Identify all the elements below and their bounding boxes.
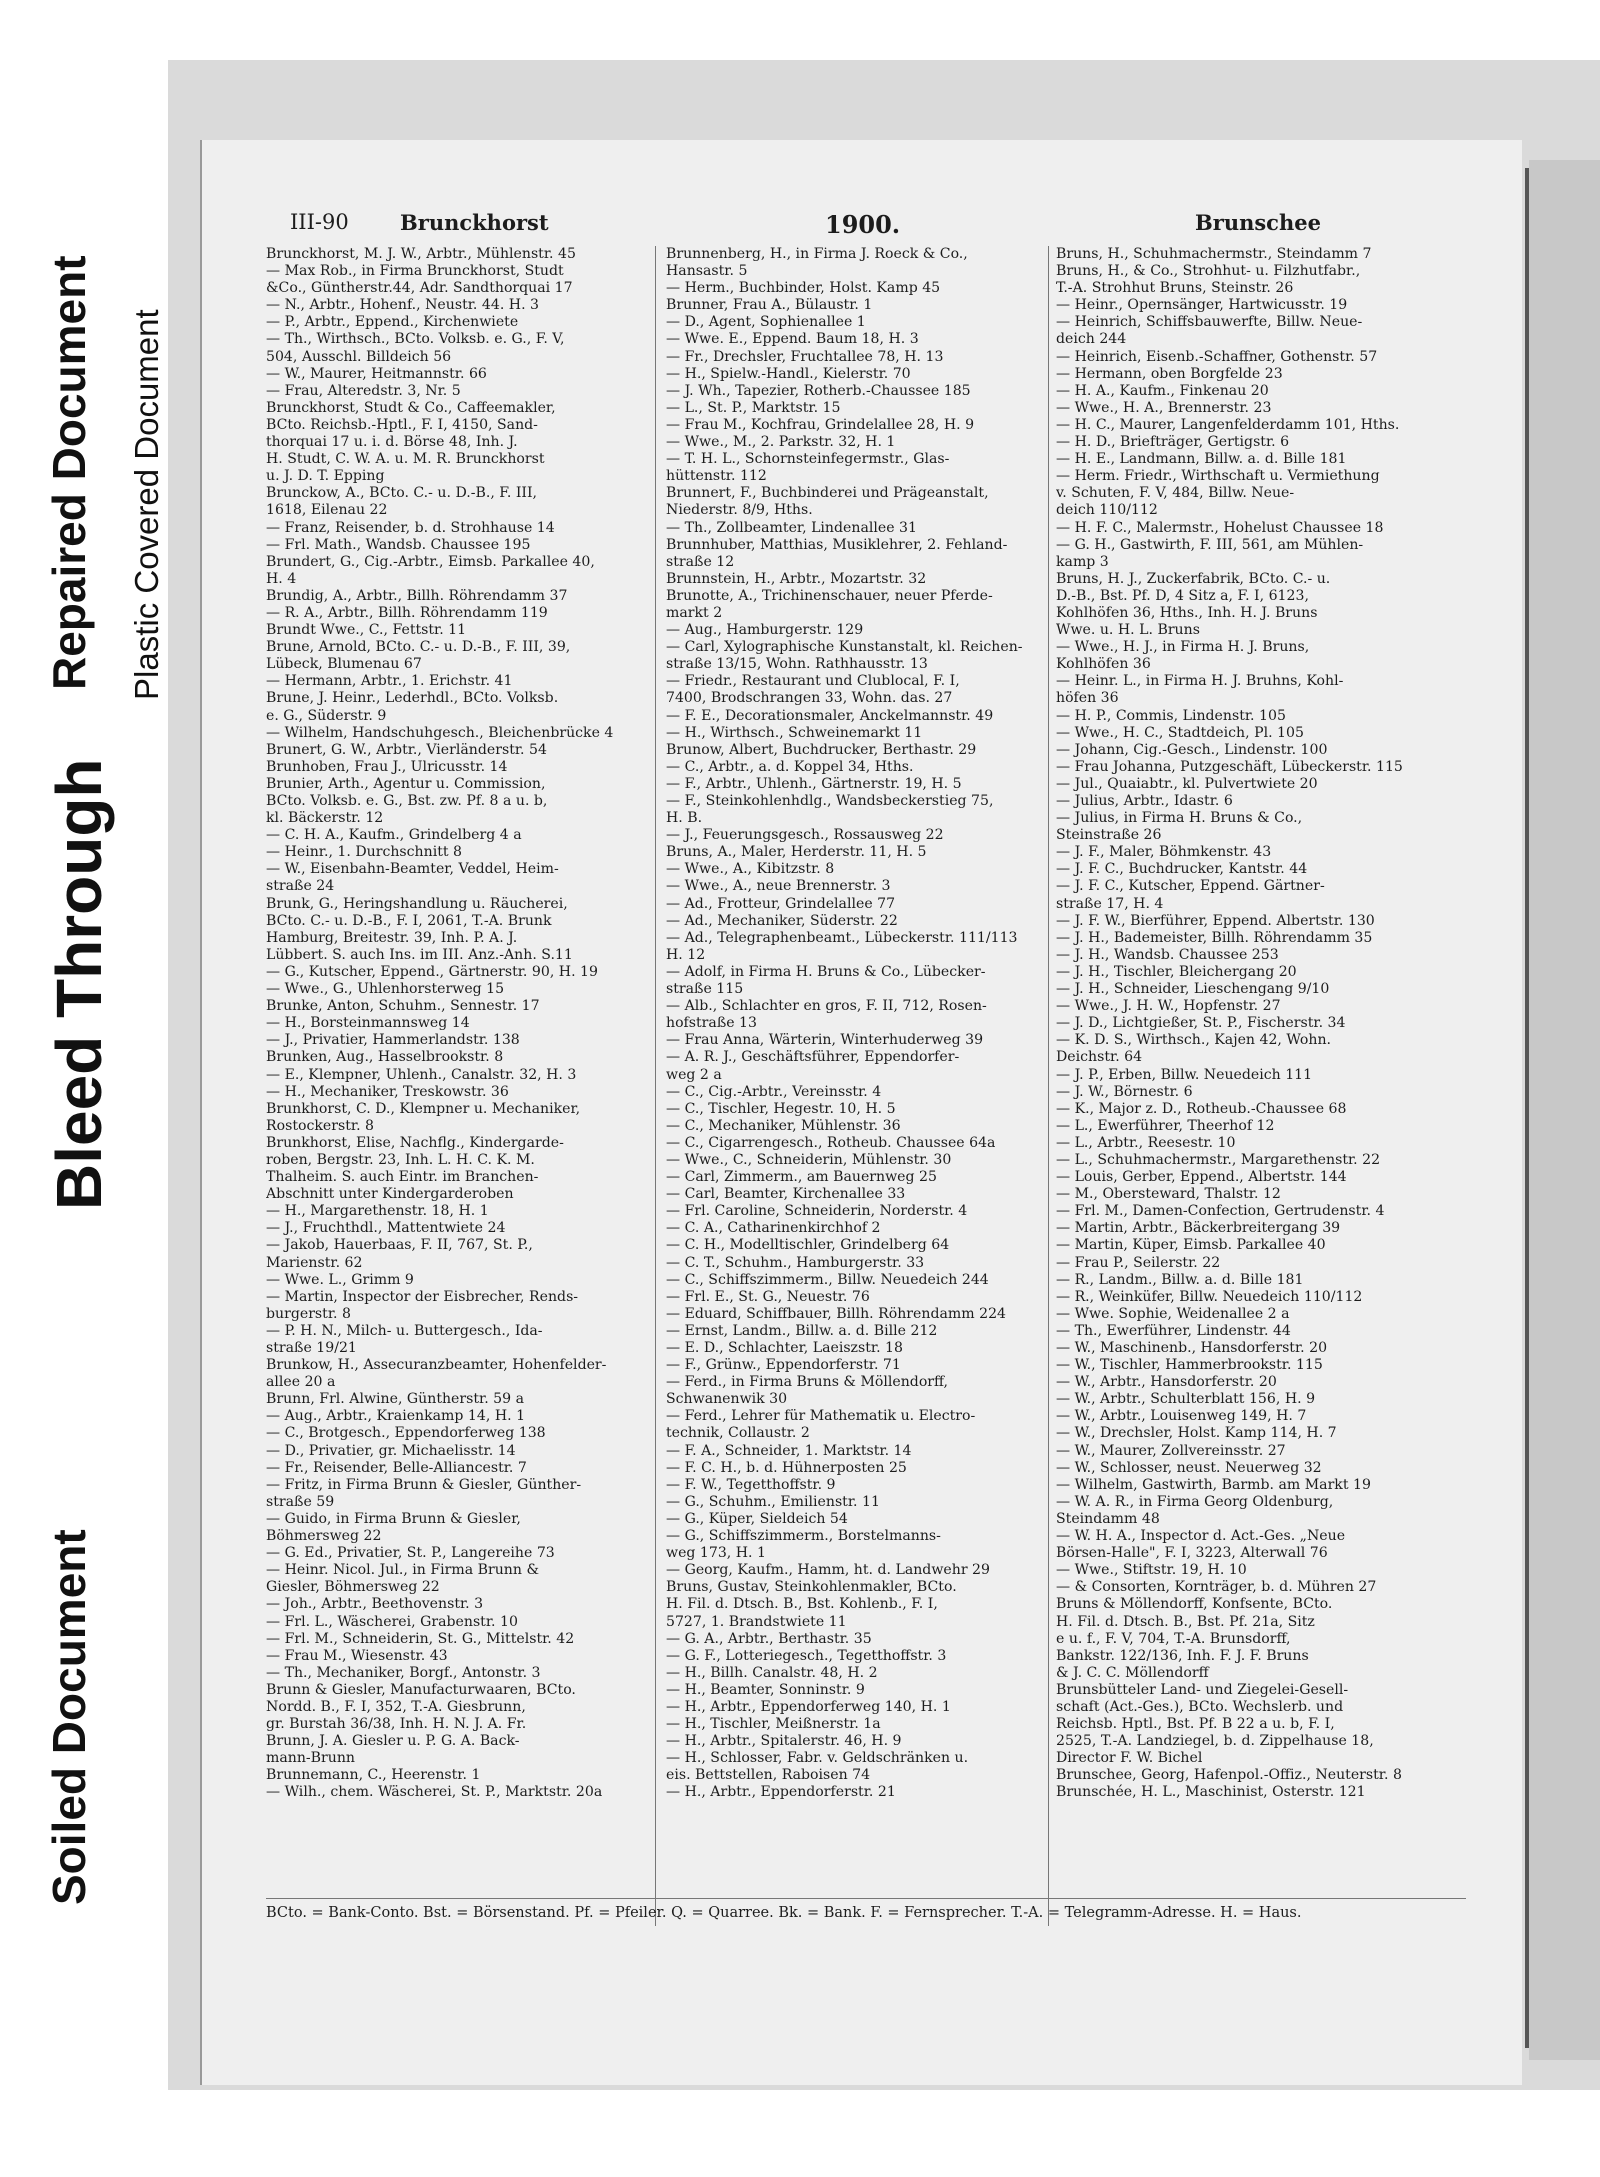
directory-entry-line: u. J. D. T. Epping	[266, 468, 385, 485]
directory-entry-line: — & Consorten, Kornträger, b. d. Mühren 27	[1056, 1579, 1377, 1596]
directory-entry-line: Brunnemann, C., Heerenstr. 1	[266, 1767, 481, 1784]
directory-entry-line: Brunke, Anton, Schuhm., Sennestr. 17	[266, 998, 540, 1015]
directory-entry-line: — W., Maurer, Zollvereinsstr. 27	[1056, 1442, 1286, 1459]
directory-entry-line: — J. P., Erben, Billw. Neuedeich 111	[1056, 1066, 1313, 1083]
directory-entry-line: — Heinr. L., in Firma H. J. Bruhns, Kohl-	[1056, 673, 1344, 690]
directory-entry-line: — Martin, Küper, Eimsb. Parkallee 40	[1056, 1237, 1326, 1254]
directory-entry-line: kamp 3	[1056, 553, 1109, 570]
directory-entry-line: — Carl, Zimmerm., am Bauernweg 25	[666, 1169, 937, 1186]
header-year: 1900.	[825, 210, 901, 239]
directory-entry-line: — Frau Anna, Wärterin, Winterhuderweg 39	[666, 1032, 984, 1049]
directory-entry-line: Brunsbütteler Land- und Ziegelei-Gesell-	[1056, 1681, 1349, 1698]
directory-entry-line: — J. F. C., Kutscher, Eppend. Gärtner-	[1056, 878, 1325, 895]
directory-entry-line: — C., Cigarrengesch., Rotheub. Chaussee 64a	[666, 1134, 996, 1151]
directory-entry-line: Brundig, A., Arbtr., Billh. Röhrendamm 37	[266, 587, 568, 604]
directory-entry-line: straße 115	[666, 981, 744, 998]
directory-entry-line: — J. F., Maler, Böhmkenstr. 43	[1056, 844, 1272, 861]
column-2	[666, 246, 1044, 1802]
directory-entry-line: Wwe. u. H. L. Bruns	[1056, 622, 1200, 639]
directory-entry-line: straße 13/15, Wohn. Rathhausstr. 13	[666, 656, 928, 673]
directory-entry-line: — D., Agent, Sophienallee 1	[666, 314, 866, 331]
directory-entry-line: Kohlhöfen 36	[1056, 656, 1151, 673]
directory-entry-line: — G., Schiffszimmerm., Borstelmanns-	[666, 1528, 941, 1545]
directory-entry-line: — H., Arbtr., Eppendorferstr. 21	[666, 1784, 896, 1801]
directory-entry-line: — J. Wh., Tapezier, Rotherb.-Chaussee 185	[666, 382, 971, 399]
directory-entry-line: — H., Borsteinmannsweg 14	[266, 1015, 470, 1032]
directory-entry-line: — C., Brotgesch., Eppendorferweg 138	[266, 1425, 546, 1442]
directory-entry-line: — Carl, Beamter, Kirchenallee 33	[666, 1186, 906, 1203]
directory-entry-line: — G. Ed., Privatier, St. P., Langereihe 73	[266, 1545, 555, 1562]
directory-entry-line: — W., Arbtr., Hansdorferstr. 20	[1056, 1374, 1277, 1391]
directory-entry-line: 1618, Eilenau 22	[266, 502, 388, 519]
directory-entry-line: Bankstr. 122/136, Inh. F. J. F. Bruns	[1056, 1647, 1309, 1664]
directory-entry-line: — Frau P., Seilerstr. 22	[1056, 1254, 1221, 1271]
directory-entry-line: Giesler, Böhmersweg 22	[266, 1579, 440, 1596]
directory-entry-line: — J. H., Wandsb. Chaussee 253	[1056, 946, 1279, 963]
directory-entry-line: BCto. C.- u. D.-B., F. I, 2061, T.-A. Brunk	[266, 912, 552, 929]
directory-entry-line: H. Fil. d. Dtsch. B., Bst. Kohlenb., F. I,	[666, 1596, 938, 1613]
directory-entry-line: — H., Spielw.-Handl., Kielerstr. 70	[666, 365, 911, 382]
directory-entry-line: & J. C. C. Möllendorff	[1056, 1664, 1209, 1681]
directory-entry-line: Schwanenwik 30	[666, 1391, 788, 1408]
directory-entry-line: — Fritz, in Firma Brunn & Giesler, Günther-	[266, 1476, 582, 1493]
directory-entry-line: Brunk, G., Heringshandlung u. Räucherei,	[266, 895, 568, 912]
directory-entry-line: Börsen-Halle", F. I, 3223, Alterwall 76	[1056, 1545, 1328, 1562]
directory-entry-line: — Wwe., M., 2. Parkstr. 32, H. 1	[666, 434, 896, 451]
directory-entry-line: Lübbert. S. auch Ins. im III. Anz.-Anh. S.11	[266, 946, 573, 963]
directory-entry-line: — Ad., Frotteur, Grindelallee 77	[666, 895, 896, 912]
directory-entry-line: — H. P., Commis, Lindenstr. 105	[1056, 707, 1286, 724]
directory-entry-line: — J. D., Lichtgießer, St. P., Fischerstr. 34	[1056, 1015, 1346, 1032]
directory-entry-line: — Wilhelm, Handschuhgesch., Bleichenbrücke 4	[266, 724, 614, 741]
directory-entry-line: — R. A., Arbtr., Billh. Röhrendamm 119	[266, 604, 548, 621]
directory-entry-line: — H. F. C., Malermstr., Hohelust Chaussee 18	[1056, 519, 1384, 536]
page-edge-strip	[1529, 160, 1600, 2060]
column-divider	[655, 246, 656, 1926]
directory-entry-line: — Frau Johanna, Putzgeschäft, Lübeckerstr. 115	[1056, 758, 1403, 775]
directory-entry-line: T.-A. Strohhut Bruns, Steinstr. 26	[1056, 280, 1294, 297]
directory-entry-line: — Wwe., G., Uhlenhorsterweg 15	[266, 981, 505, 998]
directory-entry-line: — A. R. J., Geschäftsführer, Eppendorfer-	[666, 1049, 960, 1066]
column-divider	[1048, 246, 1049, 1926]
directory-entry-line: — Heinrich, Eisenb.-Schaffner, Gothenstr. 57	[1056, 348, 1378, 365]
directory-entry-line: Böhmersweg 22	[266, 1528, 382, 1545]
directory-entry-line: — R., Weinküfer, Billw. Neuedeich 110/112	[1056, 1288, 1363, 1305]
directory-entry-line: — C. A., Catharinenkirchhof 2	[666, 1220, 881, 1237]
directory-entry-line: — Julius, Arbtr., Idastr. 6	[1056, 793, 1233, 809]
directory-entry-line: hüttenstr. 112	[666, 468, 767, 485]
directory-entry-line: — H., Beamter, Sonninstr. 9	[666, 1681, 865, 1698]
directory-entry-line: Bruns, H. J., Zuckerfabrik, BCto. C.- u.	[1056, 570, 1331, 587]
directory-entry-line: BCto. Volksb. e. G., Bst. zw. Pf. 8 a u. b,	[266, 793, 548, 809]
directory-entry-line: Nordd. B., F. I, 352, T.-A. Giesbrunn,	[266, 1698, 526, 1715]
directory-entry-line: H. 4	[266, 570, 297, 587]
directory-entry-line: technik, Collaustr. 2	[666, 1425, 810, 1442]
directory-entry-line: — P., Arbtr., Eppend., Kirchenwiete	[266, 314, 519, 331]
directory-entry-line: — W., Arbtr., Schulterblatt 156, H. 9	[1056, 1391, 1316, 1408]
directory-entry-line: — G. F., Lotteriegesch., Tegetthoffstr. 3	[666, 1647, 947, 1664]
directory-entry-line: Brunow, Albert, Buchdrucker, Berthastr. 29	[666, 741, 977, 758]
directory-entry-line: &Co., Güntherstr.44, Adr. Sandthorquai 17	[266, 280, 573, 297]
directory-entry-line: — W., Maschinenb., Hansdorferstr. 20	[1056, 1340, 1328, 1356]
directory-entry-line: — J. H., Schneider, Lieschengang 9/10	[1056, 981, 1330, 998]
header-right-word: Brunschee	[1195, 210, 1321, 235]
directory-entry-line: Kohlhöfen 36, Hths., Inh. H. J. Bruns	[1056, 604, 1318, 621]
directory-entry-line: — K., Major z. D., Rotheub.-Chaussee 68	[1056, 1100, 1347, 1117]
directory-entry-line: — Herm., Buchbinder, Holst. Kamp 45	[666, 280, 941, 297]
directory-entry-line: — H., Wirthsch., Schweinemarkt 11	[666, 724, 923, 741]
directory-entry-line: Brunckhorst, Studt & Co., Caffeemakler,	[266, 399, 556, 416]
directory-entry-line: — Aug., Hamburgerstr. 129	[666, 622, 864, 639]
directory-entry-line: — Julius, in Firma H. Bruns & Co.,	[1056, 810, 1303, 827]
directory-entry-line: — L., Schuhmachermstr., Margarethenstr. 22	[1056, 1151, 1381, 1168]
directory-entry-line: — Guido, in Firma Brunn & Giesler,	[266, 1510, 521, 1527]
directory-entry-line: — Eduard, Schiffbauer, Billh. Röhrendamm 224	[666, 1305, 1006, 1322]
directory-entry-line: — Heinrich, Schiffsbauwerfte, Billw. Neue-	[1056, 314, 1363, 331]
directory-entry-line: — Frau M., Kochfrau, Grindelallee 28, H. 9	[666, 416, 975, 433]
directory-entry-line: — Frl. M., Schneiderin, St. G., Mittelstr. 42	[266, 1630, 575, 1647]
directory-entry-line: höfen 36	[1056, 690, 1119, 707]
directory-entry-line: — Wwe. E., Eppend. Baum 18, H. 3	[666, 331, 919, 348]
directory-entry-line: e. G., Süderstr. 9	[266, 707, 387, 724]
directory-entry-line: — J. H., Bademeister, Billh. Röhrendamm 35	[1056, 929, 1373, 946]
column-3	[1056, 246, 1464, 1802]
directory-entry-line: Brunner, Frau A., Bülaustr. 1	[666, 297, 873, 314]
directory-entry-line: — C., Mechaniker, Mühlenstr. 36	[666, 1117, 901, 1134]
directory-entry-line: — Joh., Arbtr., Beethovenstr. 3	[266, 1596, 484, 1613]
directory-entry-line: — Wilh., chem. Wäscherei, St. P., Marktstr. 20a	[266, 1784, 603, 1801]
directory-entry-line: — C., Cig.-Arbtr., Vereinsstr. 4	[666, 1083, 882, 1100]
directory-entry-line: — H. C., Maurer, Langenfelderdamm 101, Hths.	[1056, 416, 1400, 433]
directory-entry-line: Bruns, H., Schuhmachermstr., Steindamm 7	[1056, 246, 1372, 262]
directory-entry-line: — H., Billh. Canalstr. 48, H. 2	[666, 1664, 878, 1681]
directory-entry-line: Brundt Wwe., C., Fettstr. 11	[266, 622, 467, 639]
directory-entry-line: 7400, Brodschrangen 33, Wohn. das. 27	[666, 690, 953, 707]
directory-entry-line: — K. D. S., Wirthsch., Kajen 42, Wohn.	[1056, 1032, 1332, 1049]
directory-entry-line: eis. Bettstellen, Raboisen 74	[666, 1767, 871, 1784]
abbreviations-footer: BCto. = Bank-Conto. Bst. = Börsenstand. Pf. = Pfeiler. Q. = Quarree. Bk. = Bank. F. = Fernsprecher. T.-A. = Telegramm-Adresse. H. = Haus.	[266, 1905, 1302, 1921]
directory-entry-line: Brunnhuber, Matthias, Musiklehrer, 2. Fehland-	[666, 536, 1008, 553]
directory-entry-line: — H., Margarethenstr. 18, H. 1	[266, 1203, 489, 1220]
directory-entry-line: — G., Küper, Sieldeich 54	[666, 1510, 848, 1527]
directory-entry-line: — Jakob, Hauerbaas, F. II, 767, St. P.,	[266, 1237, 533, 1254]
directory-entry-line: — W. H. A., Inspector d. Act.-Ges. „Neue	[1056, 1528, 1346, 1545]
directory-entry-line: — C., Arbtr., a. d. Koppel 34, Hths.	[666, 758, 914, 775]
directory-entry-line: — Frau M., Wiesenstr. 43	[266, 1647, 448, 1664]
directory-entry-line: Bruns, A., Maler, Herderstr. 11, H. 5	[666, 844, 927, 861]
directory-entry-line: — W., Drechsler, Holst. Kamp 114, H. 7	[1056, 1425, 1337, 1442]
directory-entry-line: — Fr., Reisender, Belle-Alliancestr. 7	[266, 1459, 527, 1476]
directory-entry-line: deich 244	[1056, 331, 1127, 348]
directory-entry-line: straße 12	[666, 553, 735, 570]
directory-entry-line: — Ad., Mechaniker, Süderstr. 22	[666, 912, 898, 929]
directory-entry-line: Hamburg, Breitestr. 39, Inh. P. A. J.	[266, 929, 518, 946]
directory-entry-line: — Wwe., H. A., Brennerstr. 23	[1056, 399, 1272, 416]
directory-entry-line: — Friedr., Restaurant und Clublocal, F. I,	[666, 673, 960, 690]
directory-entry-line: Bruns, H., & Co., Strohhut- u. Filzhutfabr.,	[1056, 263, 1361, 280]
directory-entry-line: — F. C. H., b. d. Hühnerposten 25	[666, 1459, 907, 1476]
directory-entry-line: Brunnstein, H., Arbtr., Mozartstr. 32	[666, 570, 927, 587]
directory-entry-line: — W., Arbtr., Louisenweg 149, H. 7	[1056, 1408, 1307, 1425]
directory-entry-line: — J. F. C., Buchdrucker, Kantstr. 44	[1056, 861, 1308, 878]
directory-entry-line: — Max Rob., in Firma Brunckhorst, Studt	[266, 263, 564, 280]
directory-entry-line: Director F. W. Bichel	[1056, 1750, 1203, 1767]
directory-entry-line: — W., Maurer, Heitmannstr. 66	[266, 365, 487, 382]
directory-entry-line: — D., Privatier, gr. Michaelisstr. 14	[266, 1442, 516, 1459]
directory-entry-line: Rostockerstr. 8	[266, 1117, 375, 1134]
directory-entry-line: roben, Bergstr. 23, Inh. L. H. C. K. M.	[266, 1151, 535, 1168]
directory-entry-line: Niederstr. 8/9, Hths.	[666, 502, 813, 519]
directory-entry-line: — F., Grünw., Eppendorferstr. 71	[666, 1357, 901, 1374]
directory-entry-line: — Frl. Math., Wandsb. Chaussee 195	[266, 536, 531, 553]
directory-entry-line: — Ernst, Landm., Billw. a. d. Bille 212	[666, 1322, 938, 1339]
directory-entry-line: — C. H. A., Kaufm., Grindelberg 4 a	[266, 827, 522, 844]
directory-entry-line: Brunnenberg, H., in Firma J. Roeck & Co.,	[666, 246, 968, 262]
directory-entry-line: — P. H. N., Milch- u. Buttergesch., Ida-	[266, 1322, 543, 1339]
directory-entry-line: Thalheim. S. auch Eintr. im Branchen-	[266, 1169, 539, 1186]
directory-entry-line: — Wwe., Stiftstr. 19, H. 10	[1056, 1562, 1247, 1579]
directory-entry-line: — H., Mechaniker, Treskowstr. 36	[266, 1083, 509, 1100]
directory-entry-line: — H., Arbtr., Eppendorferweg 140, H. 1	[666, 1698, 951, 1715]
directory-entry-line: markt 2	[666, 604, 723, 621]
directory-entry-line: — Carl, Xylographische Kunstanstalt, kl. Reichen-	[666, 639, 1023, 656]
directory-entry-line: Brunier, Arth., Agentur u. Commission,	[266, 775, 546, 792]
directory-entry-line: H. 12	[666, 946, 706, 963]
directory-entry-line: — J., Feuerungsgesch., Rossausweg 22	[666, 827, 944, 844]
directory-entry-line: Marienstr. 62	[266, 1254, 363, 1271]
directory-entry-line: — J. H., Tischler, Bleichergang 20	[1056, 963, 1297, 980]
directory-entry-line: kl. Bäckerstr. 12	[266, 810, 384, 827]
directory-entry-line: — J., Privatier, Hammerlandstr. 138	[266, 1032, 520, 1049]
directory-entry-line: — Wwe. Sophie, Weidenallee 2 a	[1056, 1305, 1290, 1322]
directory-entry-line: Brunschee, Georg, Hafenpol.-Offiz., Neuterstr. 8	[1056, 1767, 1402, 1784]
directory-entry-line: Brunkhorst, Elise, Nachflg., Kindergarde-	[266, 1134, 564, 1151]
directory-entry-line: allee 20 a	[266, 1374, 336, 1391]
directory-entry-line: Brunckhorst, M. J. W., Arbtr., Mühlenstr. 45	[266, 246, 576, 262]
directory-entry-line: — Frl. L., Wäscherei, Grabenstr. 10	[266, 1613, 518, 1630]
directory-entry-line: — C., Schiffszimmerm., Billw. Neuedeich 244	[666, 1271, 989, 1288]
directory-entry-line: — Franz, Reisender, b. d. Strohhause 14	[266, 519, 555, 536]
directory-entry-line: — L., St. P., Marktstr. 15	[666, 399, 841, 416]
directory-entry-line: H. Studt, C. W. A. u. M. R. Brunckhorst	[266, 451, 545, 468]
directory-entry-line: v. Schuten, F. V, 484, Billw. Neue-	[1056, 485, 1295, 502]
directory-entry-line: — H., Tischler, Meißnerstr. 1a	[666, 1716, 881, 1733]
directory-entry-line: — T. H. L., Schornsteinfegermstr., Glas-	[666, 451, 950, 468]
soiled-document-label: Soiled Document	[43, 1529, 95, 1905]
directory-entry-line: Bruns & Möllendorff, Konfsente, BCto.	[1056, 1596, 1333, 1613]
directory-entry-line: — Martin, Arbtr., Bäckerbreitergang 39	[1056, 1220, 1341, 1237]
directory-entry-line: — F., Steinkohlenhdlg., Wandsbeckerstieg 75,	[666, 793, 994, 809]
directory-entry-line: Deichstr. 64	[1056, 1049, 1143, 1066]
directory-entry-line: — Heinr., Opernsänger, Hartwicusstr. 19	[1056, 297, 1348, 314]
directory-entry-line: Brunn, Frl. Alwine, Güntherstr. 59 a	[266, 1391, 524, 1408]
header-left-word: Brunckhorst	[400, 210, 549, 235]
directory-entry-line: — Alb., Schlachter en gros, F. II, 712, Rosen-	[666, 998, 987, 1015]
directory-entry-line: — Th., Zollbeamter, Lindenallee 31	[666, 519, 917, 536]
directory-entry-line: Brunkhorst, C. D., Klempner u. Mechaniker,	[266, 1100, 581, 1117]
directory-entry-line: — Th., Ewerführer, Lindenstr. 44	[1056, 1322, 1291, 1339]
directory-entry-line: — Herm. Friedr., Wirthschaft u. Vermiethung	[1056, 468, 1380, 485]
directory-entry-line: — L., Arbtr., Reesestr. 10	[1056, 1134, 1236, 1151]
directory-entry-line: — H., Arbtr., Spitalerstr. 46, H. 9	[666, 1733, 902, 1750]
directory-entry-line: — Ferd., in Firma Bruns & Möllendorff,	[666, 1374, 949, 1391]
directory-entry-line: — H. A., Kaufm., Finkenau 20	[1056, 382, 1269, 399]
directory-entry-line: — Wwe., A., Kibitzstr. 8	[666, 861, 835, 878]
footer-rule	[266, 1898, 1466, 1899]
directory-entry-line: Brunken, Aug., Hasselbrookstr. 8	[266, 1049, 504, 1066]
directory-entry-line: Brunn & Giesler, Manufacturwaaren, BCto.	[266, 1681, 576, 1698]
directory-entry-line: — G., Schuhm., Emilienstr. 11	[666, 1493, 880, 1510]
directory-entry-line: — Heinr. Nicol. Jul., in Firma Brunn &	[266, 1562, 539, 1579]
directory-entry-line: — E., Klempner, Uhlenh., Canalstr. 32, H. 3	[266, 1066, 577, 1083]
directory-entry-line: — W., Tischler, Hammerbrookstr. 115	[1056, 1357, 1323, 1374]
directory-entry-line: Brune, J. Heinr., Lederhdl., BCto. Volksb.	[266, 690, 559, 707]
directory-entry-line: weg 2 a	[666, 1066, 722, 1083]
directory-entry-line: — J., Fruchthdl., Mattentwiete 24	[266, 1220, 506, 1237]
directory-entry-line: Brunschée, H. L., Maschinist, Osterstr. 121	[1056, 1784, 1366, 1801]
directory-entry-line: — G. H., Gastwirth, F. III, 561, am Mühlen-	[1056, 536, 1364, 553]
directory-entry-line: straße 19/21	[266, 1340, 357, 1356]
directory-entry-line: H. Fil. d. Dtsch. B., Bst. Pf. 21a, Sitz	[1056, 1613, 1315, 1630]
directory-entry-line: Lübeck, Blumenau 67	[266, 656, 422, 673]
directory-entry-line: — Hermann, Arbtr., 1. Erichstr. 41	[266, 673, 513, 690]
directory-entry-line: — C., Tischler, Hegestr. 10, H. 5	[666, 1100, 896, 1117]
directory-entry-line: — W., Schlosser, neust. Neuerweg 32	[1056, 1459, 1322, 1476]
directory-entry-line: D.-B., Bst. Pf. D, 4 Sitz a, F. I, 6123,	[1056, 587, 1309, 604]
directory-entry-line: Steinstraße 26	[1056, 827, 1162, 844]
directory-entry-line: — W., Eisenbahn-Beamter, Veddel, Heim-	[266, 861, 559, 878]
column-1	[266, 246, 644, 1802]
directory-entry-line: 504, Ausschl. Billdeich 56	[266, 348, 452, 365]
directory-entry-line: — Aug., Arbtr., Kraienkamp 14, H. 1	[266, 1408, 526, 1425]
directory-entry-line: Abschnitt unter Kindergarderoben	[266, 1186, 514, 1203]
directory-entry-line: — G. A., Arbtr., Berthastr. 35	[666, 1630, 872, 1647]
page-edge-line	[1525, 168, 1529, 2048]
directory-entry-line: straße 24	[266, 878, 335, 895]
directory-entry-line: — Frl. Caroline, Schneiderin, Norderstr. 4	[666, 1203, 968, 1220]
directory-entry-line: — Frau, Alteredstr. 3, Nr. 5	[266, 382, 461, 399]
directory-entry-line: — Wilhelm, Gastwirth, Barmb. am Markt 19	[1056, 1476, 1371, 1493]
directory-entry-line: — M., Obersteward, Thalstr. 12	[1056, 1186, 1281, 1203]
page-number: III-90	[290, 210, 349, 234]
directory-entry-line: — C. T., Schuhm., Hamburgerstr. 33	[666, 1254, 925, 1271]
directory-entry-line: Brunnert, F., Buchbinderei und Prägeanstalt,	[666, 485, 989, 502]
directory-entry-line: BCto. Reichsb.-Hptl., F. I, 4150, Sand-	[266, 416, 538, 433]
directory-entry-line: H. B.	[666, 810, 703, 827]
directory-entry-line: — Heinr., 1. Durchschnitt 8	[266, 844, 462, 861]
directory-entry-line: — F., Arbtr., Uhlenh., Gärtnerstr. 19, H. 5	[666, 775, 962, 792]
directory-entry-line: — Wwe., H. C., Stadtdeich, Pl. 105	[1056, 724, 1304, 741]
directory-entry-line: 5727, 1. Brandstwiete 11	[666, 1613, 847, 1630]
repaired-document-label: Repaired Document	[43, 255, 95, 690]
directory-entry-line: — Wwe. L., Grimm 9	[266, 1271, 414, 1288]
directory-entry-line: — F. W., Tegetthoffstr. 9	[666, 1476, 836, 1493]
directory-entry-line: — Wwe., C., Schneiderin, Mühlenstr. 30	[666, 1151, 952, 1168]
directory-entry-line: — Wwe., A., neue Brennerstr. 3	[666, 878, 891, 895]
directory-entry-line: burgerstr. 8	[266, 1305, 351, 1322]
directory-entry-line: Hansastr. 5	[666, 263, 748, 280]
bleed-through-label: Bleed Through	[43, 758, 115, 1210]
directory-entry-line: — L., Ewerführer, Theerhof 12	[1056, 1117, 1275, 1134]
directory-entry-line: — H. E., Landmann, Billw. a. d. Bille 181	[1056, 451, 1347, 468]
directory-entry-line: Brunhoben, Frau J., Ulricusstr. 14	[266, 758, 508, 775]
directory-entry-line: e u. f., F. V, 704, T.-A. Brunsdorff,	[1056, 1630, 1291, 1647]
directory-entry-line: Reichsb. Hptl., Bst. Pf. B 22 a u. b, F. I,	[1056, 1716, 1335, 1733]
directory-entry-line: — W. A. R., in Firma Georg Oldenburg,	[1056, 1493, 1334, 1510]
directory-entry-line: — F. A., Schneider, 1. Marktstr. 14	[666, 1442, 912, 1459]
directory-entry-line: — Jul., Quaiabtr., kl. Pulvertwiete 20	[1056, 775, 1318, 792]
directory-entry-line: — C. H., Modelltischler, Grindelberg 64	[666, 1237, 950, 1254]
directory-entry-line: mann-Brunn	[266, 1750, 356, 1767]
directory-entry-line: Brundert, G., Cig.-Arbtr., Eimsb. Parkallee 40,	[266, 553, 595, 570]
directory-entry-line: hofstraße 13	[666, 1015, 757, 1032]
directory-entry-line: — E. D., Schlachter, Laeiszstr. 18	[666, 1340, 903, 1356]
directory-entry-line: — G., Kutscher, Eppend., Gärtnerstr. 90, H. 19	[266, 963, 598, 980]
directory-entry-line: — N., Arbtr., Hohenf., Neustr. 44. H. 3	[266, 297, 540, 314]
directory-entry-line: Brune, Arnold, BCto. C.- u. D.-B., F. III, 39,	[266, 639, 571, 656]
directory-entry-line: — Wwe., H. J., in Firma H. J. Bruns,	[1056, 639, 1310, 656]
directory-entry-line: 2525, T.-A. Landziegel, b. d. Zippelhause 18,	[1056, 1733, 1374, 1750]
directory-entry-line: Brunkow, H., Assecuranzbeamter, Hohenfelder-	[266, 1357, 607, 1374]
directory-entry-line: — Johann, Cig.-Gesch., Lindenstr. 100	[1056, 741, 1328, 758]
directory-entry-line: — Frl. E., St. G., Neuestr. 76	[666, 1288, 870, 1305]
directory-entry-line: — Georg, Kaufm., Hamm, ht. d. Landwehr 29	[666, 1562, 990, 1579]
directory-entry-line: thorquai 17 u. i. d. Börse 48, Inh. J.	[266, 434, 518, 451]
directory-entry-line: schaft (Act.-Ges.), BCto. Wechslerb. und	[1056, 1698, 1344, 1715]
directory-entry-line: Brunn, J. A. Giesler u. P. G. A. Back-	[266, 1733, 520, 1750]
directory-entry-line: Steindamm 48	[1056, 1510, 1160, 1527]
plastic-covered-label: Plastic Covered Document	[128, 309, 165, 700]
directory-entry-line: — J. W., Börnestr. 6	[1056, 1083, 1193, 1100]
directory-entry-line: — Fr., Drechsler, Fruchtallee 78, H. 13	[666, 348, 944, 365]
directory-entry-line: weg 173, H. 1	[666, 1545, 766, 1562]
directory-entry-line: — H., Schlosser, Fabr. v. Geldschränken u.	[666, 1750, 969, 1767]
directory-entry-line: — Frl. M., Damen-Confection, Gertrudenstr. 4	[1056, 1203, 1385, 1220]
directory-entry-line: — H. D., Briefträger, Gertigstr. 6	[1056, 434, 1290, 451]
directory-entry-line: — Martin, Inspector der Eisbrecher, Rends-	[266, 1288, 579, 1305]
directory-entry-line: — Ferd., Lehrer für Mathematik u. Electro-	[666, 1408, 976, 1425]
directory-entry-line: Brunert, G. W., Arbtr., Vierländerstr. 54	[266, 741, 547, 758]
directory-entry-line: — J. F. W., Bierführer, Eppend. Albertstr. 130	[1056, 912, 1375, 929]
directory-entry-line: Bruns, Gustav, Steinkohlenmakler, BCto.	[666, 1579, 957, 1596]
directory-entry-line: — Th., Wirthsch., BCto. Volksb. e. G., F. V,	[266, 331, 565, 348]
page-header	[290, 210, 1480, 250]
directory-entry-line: — Louis, Gerber, Eppend., Albertstr. 144	[1056, 1169, 1347, 1186]
directory-entry-line: Brunckow, A., BCto. C.- u. D.-B., F. III,	[266, 485, 537, 502]
directory-entry-line: — Th., Mechaniker, Borgf., Antonstr. 3	[266, 1664, 541, 1681]
directory-entry-line: straße 59	[266, 1493, 335, 1510]
directory-entry-line: — Hermann, oben Borgfelde 23	[1056, 365, 1283, 382]
directory-entry-line: — R., Landm., Billw. a. d. Bille 181	[1056, 1271, 1304, 1288]
directory-entry-line: — F. E., Decorationsmaler, Anckelmannstr. 49	[666, 707, 994, 724]
directory-entry-line: — Ad., Telegraphenbeamt., Lübeckerstr. 111/113	[666, 929, 1018, 946]
directory-entry-line: gr. Burstah 36/38, Inh. H. N. J. A. Fr.	[266, 1716, 527, 1733]
directory-entry-line: — Adolf, in Firma H. Bruns & Co., Lübecker-	[666, 963, 986, 980]
directory-entry-line: deich 110/112	[1056, 502, 1158, 519]
directory-entry-line: Brunotte, A., Trichinenschauer, neuer Pferde-	[666, 587, 993, 604]
directory-entry-line: straße 17, H. 4	[1056, 895, 1164, 912]
directory-entry-line: — Wwe., J. H. W., Hopfenstr. 27	[1056, 998, 1281, 1015]
